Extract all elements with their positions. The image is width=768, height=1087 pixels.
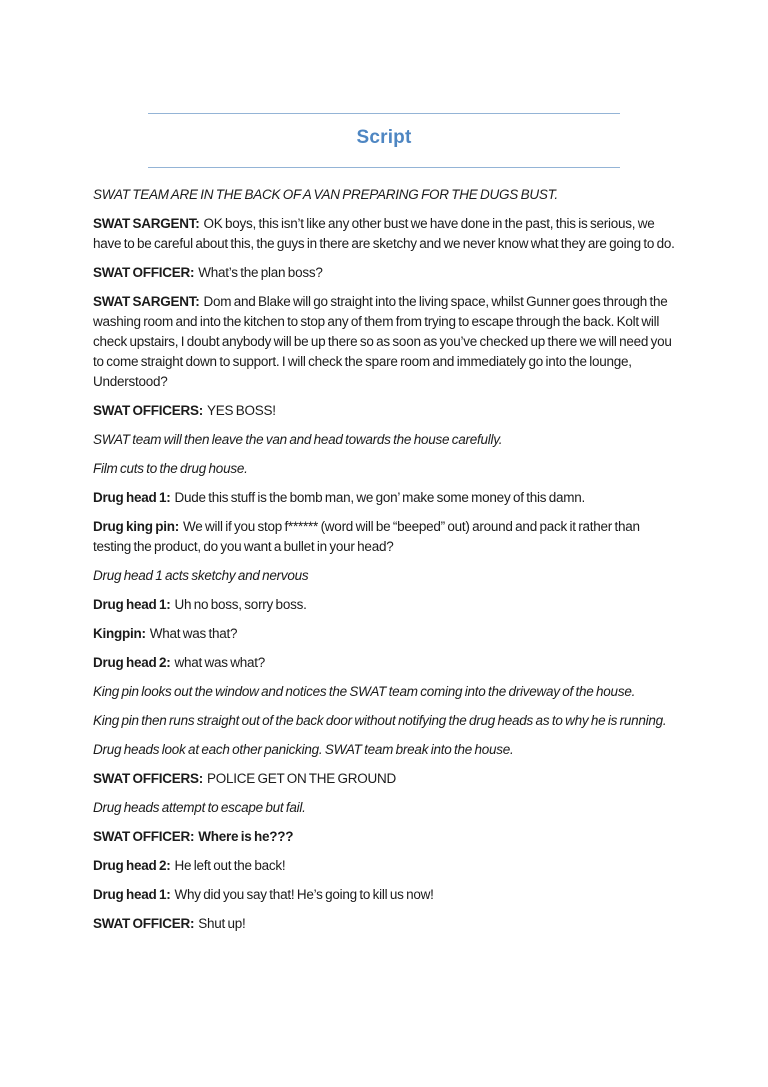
- stage-direction: Film cuts to the drug house.: [93, 461, 248, 476]
- dialogue-line: [93, 769, 677, 789]
- dialogue-line: [93, 653, 677, 673]
- stage-direction: Drug heads look at each other panicking. SWAT team break into the house.: [93, 742, 514, 757]
- speaker-label: Drug head 2:: [93, 858, 171, 873]
- dialogue-line: [93, 401, 677, 421]
- dialogue-text: What’s the plan boss?: [198, 265, 323, 280]
- dialogue-text: Dude this stuff is the bomb man, we gon’ make some money of this damn.: [174, 490, 585, 505]
- stage-direction: Drug heads attempt to escape but fail.: [93, 800, 306, 815]
- speaker-label: Drug king pin:: [93, 519, 179, 534]
- dialogue-line: [93, 827, 677, 847]
- dialogue-text: POLICE GET ON THE GROUND: [207, 771, 397, 786]
- dialogue-text: Shut up!: [198, 916, 246, 931]
- dialogue-line: [93, 488, 677, 508]
- dialogue-text: what was what?: [174, 655, 266, 670]
- dialogue-line: [93, 517, 677, 557]
- speaker-label: SWAT OFFICER:: [93, 916, 195, 931]
- dialogue-line: [93, 263, 677, 283]
- speaker-label: Drug head 2:: [93, 655, 171, 670]
- dialogue-line: [93, 624, 677, 644]
- stage-direction: King pin looks out the window and notices the SWAT team coming into the driveway of the house.: [93, 684, 636, 699]
- stage-direction: King pin then runs straight out of the back door without notifying the drug heads as to why he is running.: [93, 713, 667, 728]
- stage-direction: SWAT team will then leave the van and head towards the house carefully.: [93, 432, 503, 447]
- dialogue-text: Uh no boss, sorry boss.: [174, 597, 307, 612]
- dialogue-text: Where is he???: [198, 829, 294, 844]
- dialogue-line: [93, 856, 677, 876]
- speaker-label: Kingpin:: [93, 626, 146, 641]
- dialogue-line: [93, 595, 677, 615]
- dialogue-text: Why did you say that! He’s going to kill us now!: [174, 887, 434, 902]
- speaker-label: Drug head 1:: [93, 597, 171, 612]
- speaker-label: Drug head 1:: [93, 887, 171, 902]
- speaker-label: SWAT OFFICERS:: [93, 403, 203, 418]
- script-body: [93, 185, 677, 934]
- dialogue-line: [93, 292, 677, 392]
- dialogue-text: OK boys, this isn’t like any other bust we have done in the past, this is serious, we have to be careful about this, the guys in there are sketchy and we never know what they are going to do.: [93, 216, 675, 251]
- stage-direction: Drug head 1 acts sketchy and nervous: [93, 568, 309, 583]
- dialogue-text: What was that?: [149, 626, 238, 641]
- title-block: [148, 113, 620, 168]
- dialogue-line: [93, 214, 677, 254]
- page-title: Script: [356, 127, 412, 148]
- speaker-label: SWAT OFFICERS:: [93, 771, 203, 786]
- speaker-label: SWAT SARGENT:: [93, 216, 200, 231]
- dialogue-line: [93, 914, 677, 934]
- speaker-label: SWAT OFFICER:: [93, 265, 195, 280]
- speaker-label: SWAT SARGENT:: [93, 294, 200, 309]
- stage-direction: SWAT TEAM ARE IN THE BACK OF A VAN PREPARING FOR THE DUGS BUST.: [93, 187, 558, 202]
- speaker-label: Drug head 1:: [93, 490, 171, 505]
- dialogue-text: YES BOSS!: [207, 403, 276, 418]
- dialogue-text: We will if you stop f****** (word will be “beeped” out) around and pack it rather than testing the product, do you want a bullet in your head?: [93, 519, 640, 554]
- dialogue-line: [93, 885, 677, 905]
- dialogue-text: He left out the back!: [174, 858, 286, 873]
- dialogue-text: Dom and Blake will go straight into the living space, whilst Gunner goes through the washing room and into the kitchen to stop any of them from trying to escape through the back. Kolt will check upstairs, I doubt anybody will be up there so as soon as you’ve checked up there we will need you to come straight down to support. I will check the spare room and immediately go into the lounge, Understood?: [93, 294, 672, 389]
- speaker-label: SWAT OFFICER:: [93, 829, 195, 844]
